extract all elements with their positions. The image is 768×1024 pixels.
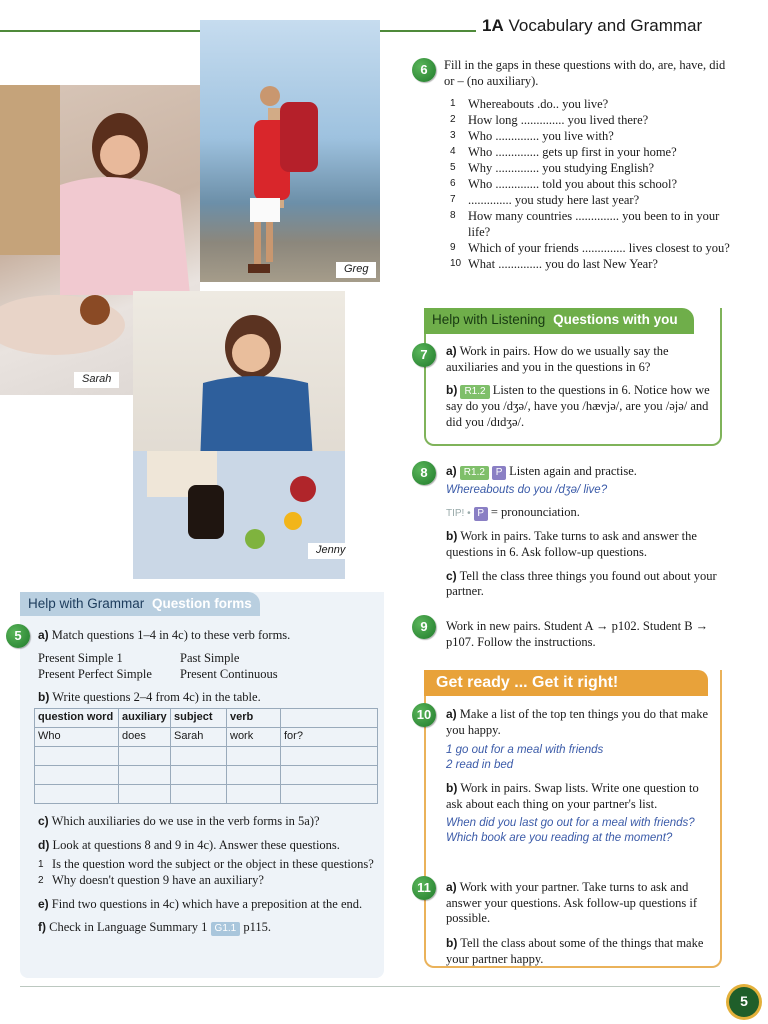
listening-subtitle: Questions with you [553, 312, 678, 327]
verb-forms-list [38, 650, 382, 682]
exercise-10a-example-2: 2 read in bed [446, 758, 514, 771]
grammar-subtitle: Question forms [152, 596, 252, 611]
exercise-8 [446, 464, 722, 600]
photo-greg [200, 20, 380, 282]
table-cell[interactable] [281, 785, 378, 804]
verb-form: Past Simple [180, 650, 240, 665]
table-header: auxiliary [119, 709, 171, 728]
list-item: 1 Is the question word the subject or the object in these questions? [38, 857, 374, 872]
hiker-illustration [200, 20, 380, 282]
table-row [35, 728, 378, 747]
exercise-9: Work in new pairs. Student A → p102. Student B → p107. Follow the instructions. [446, 619, 709, 649]
table-cell[interactable] [227, 747, 281, 766]
exercise-10 [446, 707, 712, 845]
exercise-5c: c) Which auxiliaries do we use in the verb forms in 5a)? [38, 814, 320, 828]
exercise-11 [446, 880, 712, 967]
exercise-5a: a) Match questions 1–4 in 4c) to these verb forms. [38, 628, 291, 642]
page-header [482, 15, 702, 36]
help-with-grammar-header [20, 592, 260, 616]
exercise-10a-example-1: 1 go out for a meal with friends [446, 744, 604, 757]
exercise-11a: a) Work with your partner. Take turns to ask and answer your questions. Ask follow-up questions if possible. [446, 880, 698, 926]
question-forms-table [34, 708, 378, 804]
page-number: 5 [729, 987, 759, 1017]
unit-label: 1A [482, 16, 504, 35]
table-header: verb [227, 709, 281, 728]
table-row [35, 785, 378, 804]
grammar-tag: G1.1 [211, 922, 241, 936]
exercise-7b: b) R1.2 Listen to the questions in 6. Notice how we say do you /dʒə/, have you /hævjə/, are you /əjə/ and did you /dɪdʒə/. [446, 383, 710, 429]
grammar-title: Help with Grammar [28, 596, 145, 611]
photo-jenny [133, 291, 345, 579]
list-item: 8 How many countries .............. you been to in your life? [450, 209, 720, 240]
exercise-5b: b) Write questions 2–4 from 4c) in the table. [38, 689, 261, 704]
listening-title: Help with Listening [432, 312, 546, 327]
table-row [35, 747, 378, 766]
exercise-8a: a) R1.2 P Listen again and practise. [446, 464, 637, 478]
exercise-number-10: 10 [412, 703, 436, 727]
exercise-8c: c) Tell the class three things you found out about your partner. [446, 568, 717, 599]
exercise-10a: a) Make a list of the top ten things you do that make you happy. [446, 707, 709, 737]
exercise-7 [446, 344, 714, 431]
table-row [35, 766, 378, 785]
recording-tag: R1.2 [460, 466, 489, 480]
exercise-10b-example-2: Which book are you reading at the moment? [446, 831, 673, 844]
exercise-number-8: 8 [412, 461, 436, 485]
caption-jenny: Jenny [308, 543, 353, 559]
table-cell[interactable] [171, 785, 227, 804]
verb-form: Present Simple 1 [38, 650, 123, 665]
caption-greg: Greg [336, 262, 376, 278]
exercise-number-9: 9 [412, 615, 436, 639]
pronunciation-icon: P [492, 466, 506, 480]
table-cell[interactable] [35, 785, 119, 804]
exercise-number-6: 6 [412, 58, 436, 82]
unit-title: Vocabulary and Grammar [508, 16, 703, 35]
table-cell: work [227, 728, 281, 747]
exercise-5-cont [38, 814, 382, 936]
tip-label: TIP! • [446, 508, 471, 520]
table-header: subject [171, 709, 227, 728]
list-item: 2 How long .............. you lived there? [450, 113, 649, 128]
exercise-6 [412, 58, 732, 272]
table-cell: does [119, 728, 171, 747]
list-item: 1 Whereabouts .do.. you live? [450, 97, 609, 112]
exercise-8b: b) Work in pairs. Take turns to ask and answer the questions in 6. Ask follow-up questions. [446, 529, 697, 559]
table-cell: Sarah [171, 728, 227, 747]
table-cell: Who [35, 728, 119, 747]
table-header-row [35, 709, 378, 728]
list-item: 9 Which of your friends .............. lives closest to you? [450, 241, 730, 256]
exercise-10b: b) Work in pairs. Swap lists. Write one question to ask about each thing on your partner's list. [446, 781, 699, 811]
exercise-5e: e) Find two questions in 4c) which have a preposition at the end. [38, 896, 363, 911]
exercise-6-questions [450, 96, 732, 272]
pronunciation-icon: P [474, 507, 488, 521]
table-header: question word [35, 709, 119, 728]
table-cell[interactable] [227, 766, 281, 785]
footer-rule [20, 986, 720, 987]
help-with-listening-header [424, 308, 694, 334]
table-cell[interactable] [171, 747, 227, 766]
table-cell[interactable] [35, 747, 119, 766]
exercise-number-11: 11 [412, 876, 436, 900]
exercise-10b-example-1: When did you last go out for a meal with friends? [446, 817, 695, 830]
exercise-number-7: 7 [412, 343, 436, 367]
table-cell[interactable] [119, 785, 171, 804]
table-cell[interactable] [119, 766, 171, 785]
table-cell[interactable] [227, 785, 281, 804]
table-cell: for? [281, 728, 378, 747]
exercise-5d-items [38, 857, 382, 888]
exercise-7a: a) Work in pairs. How do we usually say the auxiliaries and you in the questions in 6? [446, 344, 669, 374]
table-header [281, 709, 378, 728]
exercise-8a-example: Whereabouts do you /dʒə/ live? [446, 484, 608, 496]
table-cell[interactable] [281, 747, 378, 766]
recording-tag: R1.2 [460, 385, 489, 399]
verb-form: Present Continuous [180, 666, 278, 681]
exercise-5 [38, 628, 382, 705]
header-rule-mid [380, 30, 476, 32]
caption-sarah: Sarah [74, 372, 119, 388]
table-cell[interactable] [281, 766, 378, 785]
exercise-11b: b) Tell the class about some of the things that make your partner happy. [446, 935, 704, 966]
list-item: 6 Who .............. told you about this school? [450, 177, 678, 192]
list-item: 7 .............. you study here last year? [450, 193, 640, 208]
table-cell[interactable] [171, 766, 227, 785]
woman-breakfast-illustration [133, 291, 345, 579]
exercise-5f: f) Check in Language Summary 1 G1.1 p115. [38, 920, 272, 935]
exercise-number-5: 5 [6, 624, 30, 648]
table-cell[interactable] [119, 747, 171, 766]
verb-form: Present Perfect Simple [38, 666, 152, 681]
list-item: 10 What .............. you do last New Year? [450, 257, 658, 272]
list-item: 4 Who .............. gets up first in your home? [450, 145, 677, 160]
exercise-5d: d) Look at questions 8 and 9 in 4c). Answer these questions. [38, 837, 340, 852]
table-cell[interactable] [35, 766, 119, 785]
list-item: 3 Who .............. you live with? [450, 129, 614, 144]
list-item: 5 Why .............. you studying English? [450, 161, 655, 176]
list-item: 2 Why doesn't question 9 have an auxiliary? [38, 872, 264, 887]
exercise-6-instruction: Fill in the gaps in these questions with do, are, have, did or – (no auxiliary). [444, 58, 726, 88]
tip: TIP! • P = pronounciation. [446, 505, 580, 520]
get-ready-header: Get ready ... Get it right! [424, 670, 708, 696]
